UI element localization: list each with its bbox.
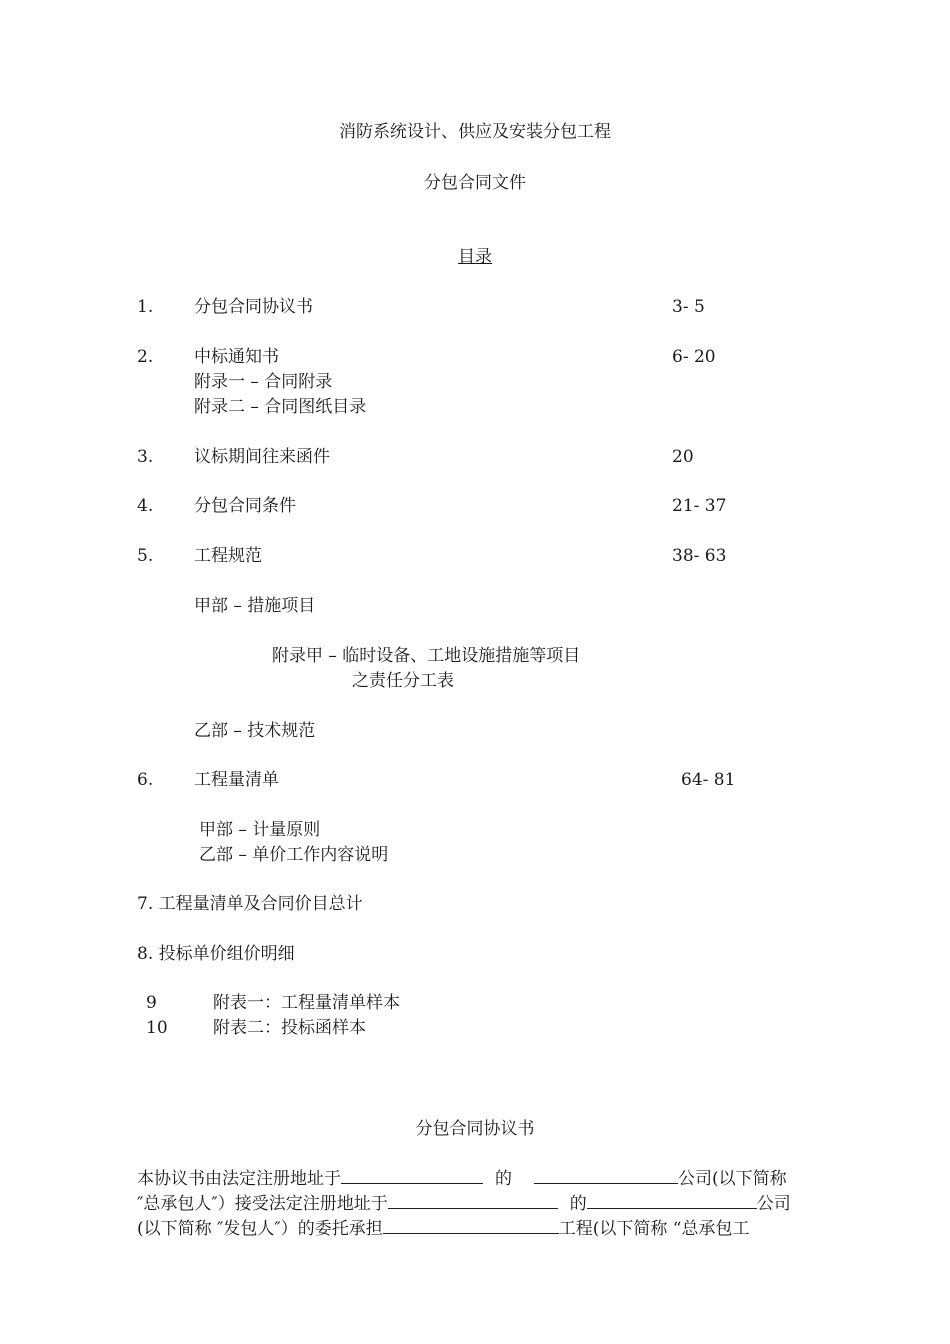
- toc-item-number: 5.: [137, 546, 154, 566]
- toc-item-title: 工程量清单: [194, 770, 279, 790]
- agreement-line-1: [137, 1167, 787, 1190]
- project-title: 消防系统设计、供应及安装分包工程: [339, 122, 611, 142]
- toc-item-title: 中标通知书: [194, 347, 279, 367]
- toc-item-pages: 64- 81: [681, 770, 736, 790]
- agreement-text: 公司: [756, 1194, 791, 1214]
- toc-item-pages: 38- 63: [672, 546, 727, 566]
- toc-item-title: 分包合同协议书: [194, 297, 313, 317]
- agreement-heading: 分包合同协议书: [415, 1119, 535, 1139]
- toc-item-number: 9: [146, 993, 157, 1013]
- toc-item-pages: 20: [672, 447, 694, 467]
- toc-item-number: 6.: [137, 770, 154, 790]
- agreement-text: ″总承包人″）接受法定注册地址于: [137, 1194, 388, 1214]
- toc-subitem: 甲部 – 措施项目: [194, 596, 316, 616]
- agreement-text: 公司(以下简称: [678, 1169, 787, 1189]
- toc-item-title: 议标期间往来函件: [194, 447, 330, 467]
- company-blank[interactable]: [587, 1192, 757, 1209]
- document-title: 分包合同文件: [424, 173, 526, 193]
- toc-item-number: 10: [146, 1018, 168, 1038]
- toc-subitem: 乙部 – 技术规范: [194, 721, 316, 741]
- address-blank[interactable]: [388, 1192, 558, 1209]
- toc-subitem: 甲部 – 计量原则: [199, 820, 321, 840]
- toc-item: 7. 工程量清单及合同价目总计: [137, 894, 363, 914]
- toc-subitem: 乙部 – 单价工作内容说明: [199, 845, 389, 865]
- toc-subitem: 附录一 – 合同附录: [194, 372, 333, 392]
- toc-item-pages: 6- 20: [672, 347, 716, 367]
- toc-item-title: 附表二：投标函样本: [213, 1018, 366, 1038]
- agreement-line-3: [137, 1217, 749, 1240]
- agreement-text: 工程(以下简称 “总承包工: [558, 1219, 750, 1239]
- agreement-line-2: [137, 1192, 791, 1215]
- project-blank[interactable]: [383, 1217, 559, 1234]
- agreement-text: 本协议书由法定注册地址于: [137, 1169, 341, 1189]
- toc-item-number: 2.: [137, 347, 154, 367]
- toc-subitem: 之责任分工表: [352, 671, 454, 691]
- toc-item-pages: 3- 5: [672, 297, 705, 317]
- toc-item-number: 4.: [137, 496, 154, 516]
- toc-item-title: 附表一：工程量清单样本: [213, 993, 400, 1013]
- toc-item: 8. 投标单价组价明细: [137, 944, 295, 964]
- agreement-text: 的: [569, 1194, 587, 1214]
- company-blank[interactable]: [534, 1167, 678, 1184]
- toc-item-title: 分包合同条件: [194, 496, 296, 516]
- toc-subitem: 附录甲 – 临时设备、工地设施措施等项目: [272, 646, 581, 666]
- toc-item-number: 1.: [137, 297, 154, 317]
- agreement-text: (以下简称 ″发包人″）的委托承担: [137, 1219, 383, 1239]
- address-blank[interactable]: [341, 1167, 483, 1184]
- toc-item-title: 工程规范: [194, 546, 262, 566]
- toc-subitem: 附录二 – 合同图纸目录: [194, 397, 367, 417]
- toc-item-pages: 21- 37: [672, 496, 727, 516]
- toc-item-number: 3.: [137, 447, 154, 467]
- agreement-text: 的: [495, 1169, 512, 1189]
- toc-heading: 目录: [458, 247, 492, 267]
